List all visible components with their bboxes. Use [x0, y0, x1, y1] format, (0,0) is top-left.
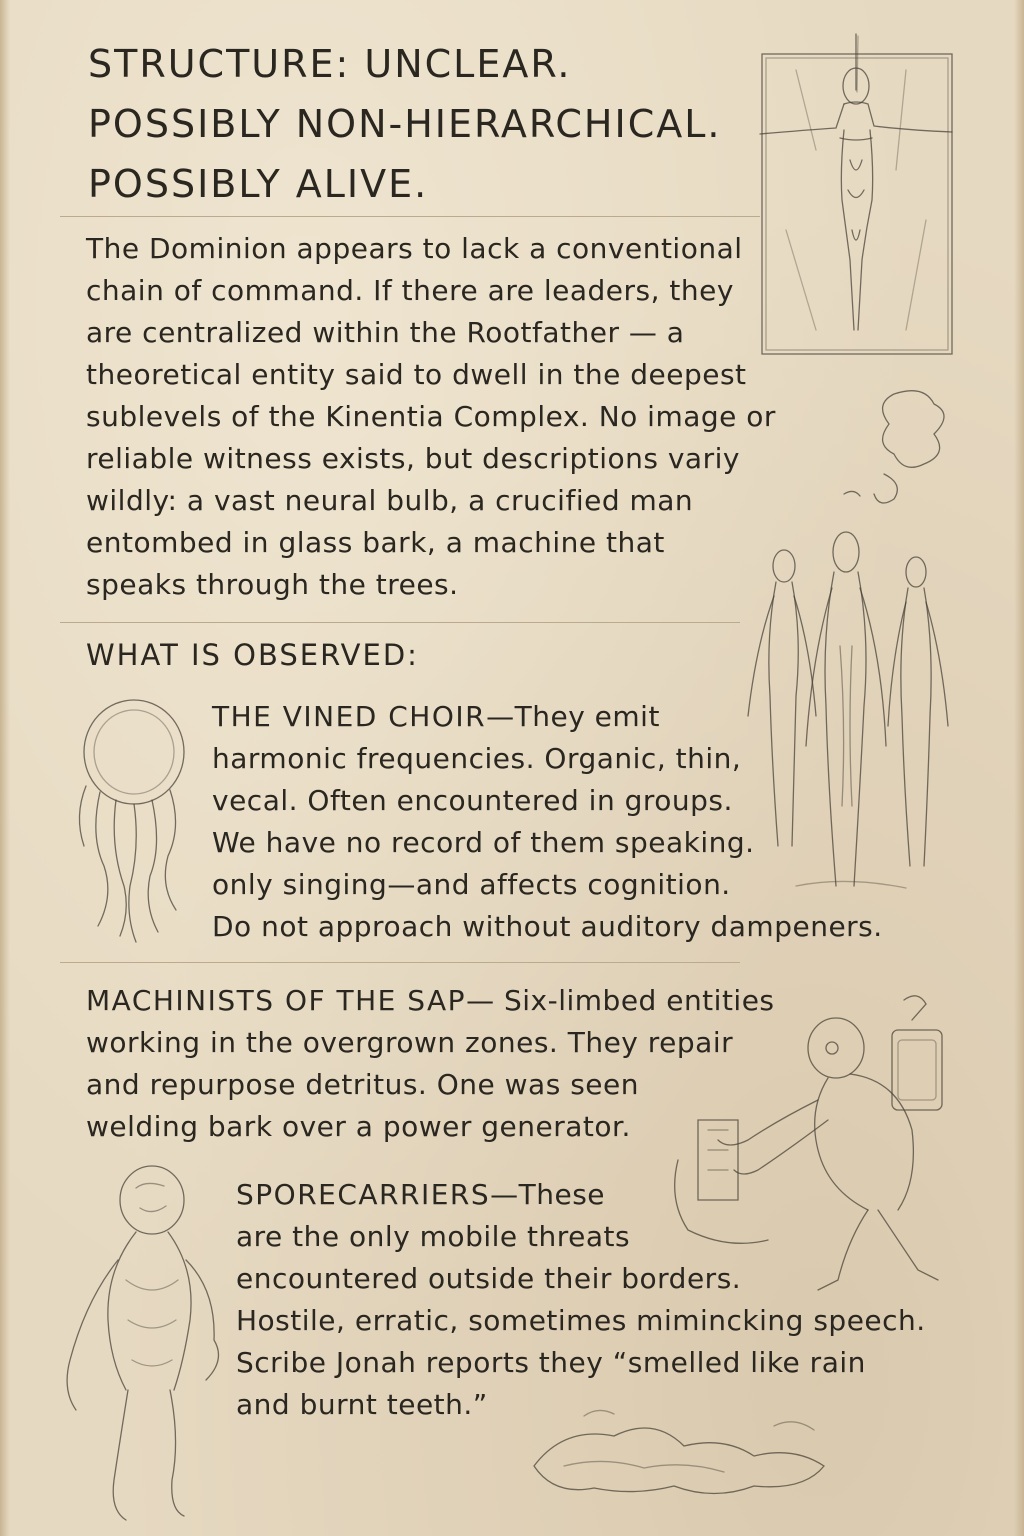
divider-3 [60, 962, 740, 963]
intro-line: speaks through the trees. [86, 568, 459, 601]
divider-1 [60, 216, 760, 217]
paper-edge-left [0, 0, 10, 1536]
intro-line: sublevels of the Kinentia Complex. No image or [86, 400, 776, 433]
sporecarriers-entry [236, 1174, 976, 1426]
intro-line: entombed in glass bark, a machine that [86, 526, 665, 559]
intro-line: are centralized within the Rootfather — a [86, 316, 685, 349]
title-line-2: POSSIBLY NON-HIERARCHICAL. [88, 102, 722, 146]
sporecarriers-line: are the only mobile threats [236, 1220, 631, 1253]
sporecarriers-line: encountered outside their borders. [236, 1262, 742, 1295]
machinists-name: MACHINISTS OF THE SAP [86, 984, 467, 1017]
sporecarriers-text: —These [490, 1178, 606, 1211]
intro-line: wildly: a vast neural bulb, a crucified man [86, 484, 694, 517]
vined-choir-entry [212, 696, 972, 948]
sporecarriers-line: Hostile, erratic, sometimes mimincking speech. [236, 1304, 926, 1337]
vined-choir-line: Do not approach without auditory dampeners. [212, 910, 883, 943]
title-line-1: STRUCTURE: UNCLEAR. [88, 42, 572, 86]
vined-choir-name: THE VINED CHOIR [212, 700, 487, 733]
sporecarrier-creature-sketch [56, 1160, 246, 1530]
smoke-swirl-sketch [864, 384, 954, 514]
machinists-text: — Six-limbed entities [466, 984, 775, 1017]
page-title [88, 34, 748, 214]
vined-choir-line-1 [212, 696, 972, 738]
title-line-3: POSSIBLY ALIVE. [88, 162, 429, 206]
jellyfish-creature-sketch [70, 696, 200, 946]
observed-heading: WHAT IS OBSERVED: [86, 638, 419, 672]
machinists-line: working in the overgrown zones. They repair [86, 1026, 734, 1059]
vined-choir-line: harmonic frequencies. Organic, thin, [212, 742, 742, 775]
spore-debris-sketch [524, 1396, 854, 1506]
vined-choir-line: vecal. Often encountered in groups. [212, 784, 733, 817]
sporecarriers-line-1 [236, 1174, 976, 1216]
vined-choir-line: We have no record of them speaking. [212, 826, 755, 859]
intro-line: The Dominion appears to lack a conventional [86, 232, 743, 265]
machinists-line: and repurpose detritus. One was seen [86, 1068, 639, 1101]
divider-2 [60, 622, 740, 623]
vined-choir-line: only singing—and affects cognition. [212, 868, 731, 901]
paper-edge-right [1014, 0, 1024, 1536]
intro-line: chain of command. If there are leaders, they [86, 274, 734, 307]
sporecarriers-line: Scribe Jonah reports they “smelled like rain [236, 1346, 866, 1379]
intro-line: reliable witness exists, but descriptions variy [86, 442, 740, 475]
sporecarriers-name: SPORECARRIERS [236, 1178, 491, 1211]
vined-choir-text: —They emit [486, 700, 660, 733]
intro-line: theoretical entity said to dwell in the deepest [86, 358, 747, 391]
machinists-line: welding bark over a power generator. [86, 1110, 631, 1143]
sporecarriers-line: and burnt teeth.” [236, 1388, 488, 1421]
